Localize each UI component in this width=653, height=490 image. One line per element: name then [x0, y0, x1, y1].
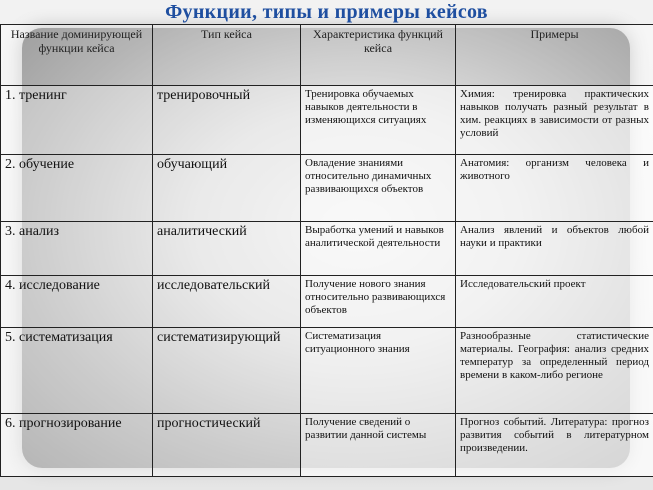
header-characteristic: Характеристика функций кейса	[301, 25, 456, 86]
cell-example: Исследовательский проект	[456, 276, 653, 328]
header-function: Название доминирующей функции кейса	[1, 25, 153, 86]
cell-characteristic: Выработка умений и навыков аналитической деятельности	[301, 222, 456, 276]
cell-function: 4. исследование	[1, 276, 153, 328]
cell-type: тренировочный	[153, 86, 301, 155]
slide-title: Функции, типы и примеры кейсов	[165, 1, 488, 23]
cell-example: Разнообразные статистические материалы. География: анализ средних температур за определенный период времени в каком-либо регионе	[456, 328, 653, 414]
cell-function: 6. прогнозирование	[1, 414, 153, 477]
table-row	[1, 328, 653, 414]
cell-function: 2. обучение	[1, 155, 153, 222]
cell-function: 3. анализ	[1, 222, 153, 276]
cell-example: Химия: тренировка практических навыков получать разный результат в хим. реакциях в зависимости от разных условий	[456, 86, 653, 155]
table-row	[1, 86, 653, 155]
cell-type: обучающий	[153, 155, 301, 222]
table-row	[1, 276, 653, 328]
cell-characteristic: Овладение знаниями относительно динамичных развивающихся объектов	[301, 155, 456, 222]
cell-type: систематизирующий	[153, 328, 301, 414]
cell-characteristic: Получение сведений о развитии данной системы	[301, 414, 456, 477]
cell-example: Прогноз событий. Литература: прогноз развития событий в литературном произведении.	[456, 414, 653, 477]
cell-example: Анатомия: организм человека и животного	[456, 155, 653, 222]
table-row	[1, 414, 653, 477]
cell-function: 5. систематизация	[1, 328, 153, 414]
table-header-row	[1, 25, 653, 86]
table-row	[1, 222, 653, 276]
table-row	[1, 155, 653, 222]
case-functions-table	[0, 24, 653, 477]
cell-type: аналитический	[153, 222, 301, 276]
cell-type: прогностический	[153, 414, 301, 477]
header-type: Тип кейса	[153, 25, 301, 86]
header-examples: Примеры	[456, 25, 653, 86]
cell-type: исследовательский	[153, 276, 301, 328]
cell-function: 1. тренинг	[1, 86, 153, 155]
cell-characteristic: Систематизация ситуационного знания	[301, 328, 456, 414]
cell-example: Анализ явлений и объектов любой науки и практики	[456, 222, 653, 276]
cell-characteristic: Получение нового знания относительно развивающихся объектов	[301, 276, 456, 328]
cell-characteristic: Тренировка обучаемых навыков деятельности в изменяющихся ситуациях	[301, 86, 456, 155]
